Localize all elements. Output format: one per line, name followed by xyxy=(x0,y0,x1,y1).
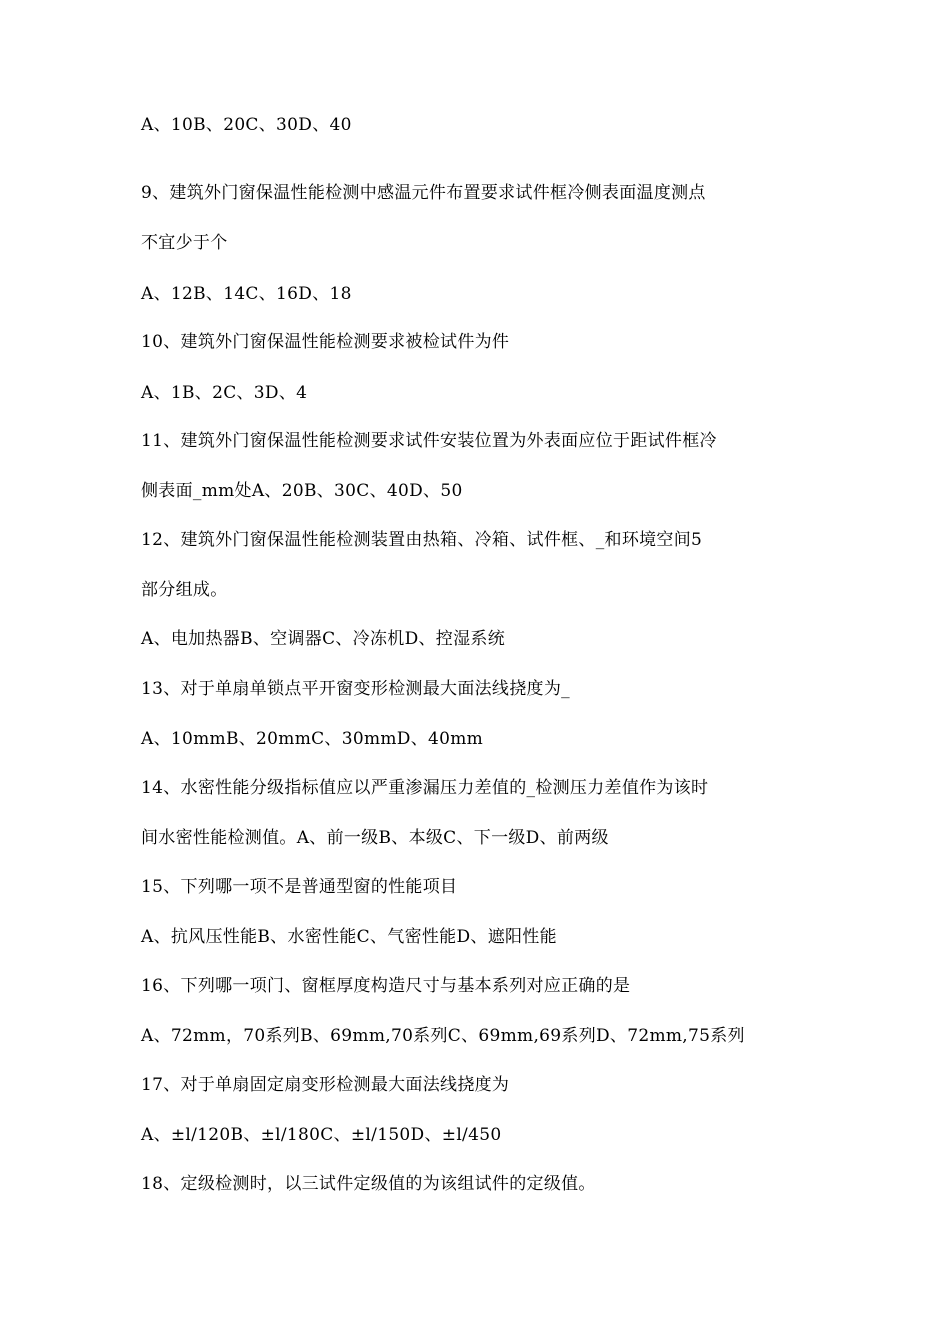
answer-options-16: A、72mm，70系列B、69mm,70系列C、69mm,69系列D、72mm,75系列 xyxy=(141,1026,745,1046)
answer-options-9: A、12B、14C、16D、18 xyxy=(141,284,352,304)
answer-options-15: A、抗风压性能B、水密性能C、气密性能D、遮阳性能 xyxy=(141,927,557,947)
question-14-line-1: 14、水密性能分级指标值应以严重渗漏压力差值的_检测压力差值作为该时 xyxy=(141,778,709,798)
question-17: 17、对于单扇固定扇变形检测最大面法线挠度为 xyxy=(141,1075,510,1095)
question-15: 15、下列哪一项不是普通型窗的性能项目 xyxy=(141,877,458,897)
answer-options-13: A、10mmB、20mmC、30mmD、40mm xyxy=(141,729,484,749)
question-9-line-1: 9、建筑外门窗保温性能检测中感温元件布置要求试件框冷侧表面温度测点 xyxy=(141,183,706,203)
answer-options-12: A、电加热器B、空调器C、冷冻机D、控湿系统 xyxy=(141,629,506,649)
question-10: 10、建筑外门窗保温性能检测要求被检试件为件 xyxy=(141,332,510,352)
question-16: 16、下列哪一项门、窗框厚度构造尺寸与基本系列对应正确的是 xyxy=(141,976,631,996)
question-18: 18、定级检测时，以三试件定级值的为该组试件的定级值。 xyxy=(141,1174,596,1194)
question-12-line-2: 部分组成。 xyxy=(141,580,228,600)
question-13: 13、对于单扇单锁点平开窗变形检测最大面法线挠度为_ xyxy=(141,679,570,699)
question-9-line-2: 不宜少于个 xyxy=(141,233,228,253)
question-14-line-2: 间水密性能检测值。A、前一级B、本级C、下一级D、前两级 xyxy=(141,828,609,848)
question-11-line-1: 11、建筑外门窗保温性能检测要求试件安装位置为外表面应位于距试件框冷 xyxy=(141,431,717,451)
answer-options-10: A、1B、2C、3D、4 xyxy=(141,383,308,403)
question-12-line-1: 12、建筑外门窗保温性能检测装置由热箱、冷箱、试件框、_和环境空间5 xyxy=(141,530,703,550)
question-11-line-2: 侧表面_mm处A、20B、30C、40D、50 xyxy=(141,481,463,501)
answer-options-8: A、10B、20C、30D、40 xyxy=(141,115,352,135)
answer-options-17: A、±l/120B、±l/180C、±l/150D、±l/450 xyxy=(141,1125,502,1145)
